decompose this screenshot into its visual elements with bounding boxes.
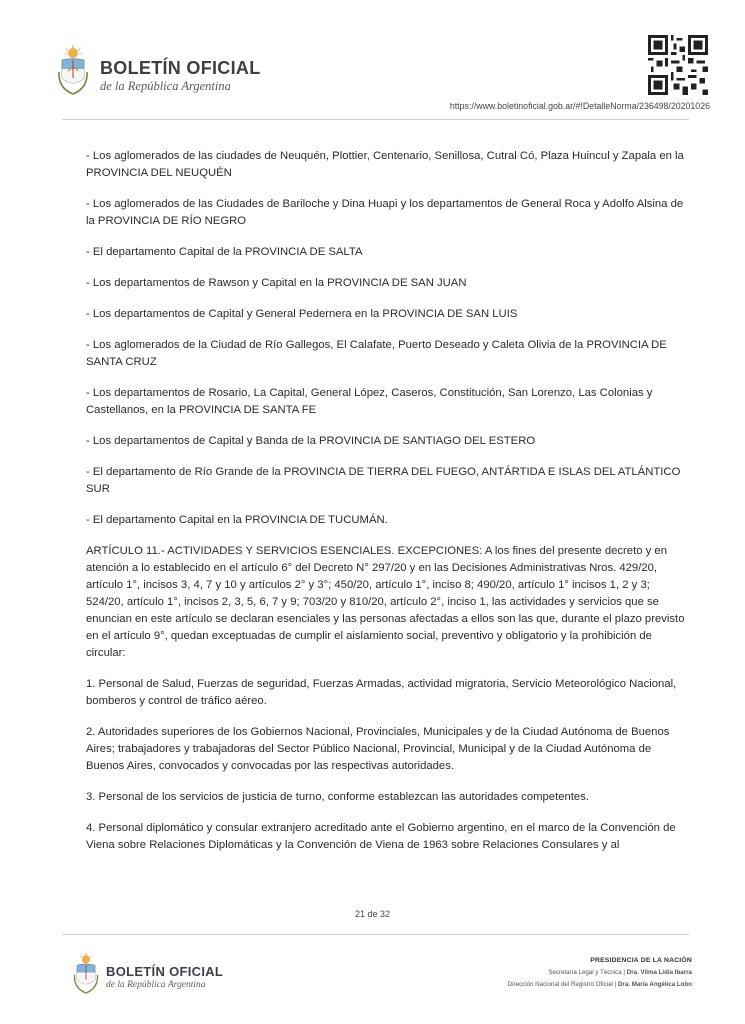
direccion-prefix: Dirección Nacional del Registro Oficial | xyxy=(507,981,618,988)
sun-emblem-icon xyxy=(72,952,100,998)
document-url[interactable]: https://www.boletinoficial.gob.ar/#!DetalleNorma/236498/20201026 xyxy=(449,101,710,111)
list-item: 3. Personal de los servicios de justicia de turno, conforme establezcan las autoridades competentes. xyxy=(86,791,589,803)
footer-divider xyxy=(62,934,689,935)
footer-brand xyxy=(106,964,223,991)
paragraph: - Los aglomerados de las Ciudades de Bariloche y Dina Huapi y los departamentos de General Roca y Adolfo Alsina de la PROVINCIA DE RÍO NEGRO xyxy=(86,198,684,227)
list-item: 4. Personal diplomático y consular extranjero acreditado ante el Gobierno argentino, en el marco de la Convención de Viena sobre Relaciones Diplomáticas y la Convención de Viena de 1963 sobre Relaciones Consulares y al xyxy=(86,822,676,851)
footer-brand-title: BOLETÍN OFICIAL xyxy=(106,964,224,979)
footer-brand-subtitle: de la República Argentina xyxy=(106,980,206,990)
page-header xyxy=(0,0,745,122)
paragraph: - El departamento Capital de la PROVINCIA DE SALTA xyxy=(86,246,363,258)
header-divider xyxy=(62,119,689,120)
qr-code-icon[interactable] xyxy=(648,35,708,95)
brand-subtitle: de la República Argentina xyxy=(100,79,231,93)
secretaria-prefix: Secretaría Legal y Técnica | xyxy=(548,969,627,976)
brand xyxy=(100,58,261,94)
paragraph: - Los aglomerados de las ciudades de Neuquén, Plottier, Centenario, Senillosa, Cutral Có, Plaza Huincul y Zapala en la PROVINCIA DEL NEUQUÉN xyxy=(86,150,684,179)
page-number: 21 de 32 xyxy=(354,909,391,919)
paragraph: - El departamento Capital en la PROVINCIA DE TUCUMÁN. xyxy=(86,514,388,526)
article-paragraph: ARTÍCULO 11.- ACTIVIDADES Y SERVICIOS ESENCIALES. EXCEPCIONES: A los fines del presente decreto y en atención a lo establecido en el artículo 6° del Decreto N° 297/20 y en las Decisiones Administrativas Nros. 429/20, artículo 1°, incisos 3, 4, 7 y 10 y artículos 2° y 3°; 450/20, artículo 1°, inciso 8; 490/20, artículo 1° incisos 1, 2 y 3; 524/20, artículo 1°, incisos 2, 3, 5, 6, 7 y 9; 703/20 y 810/20, artículo 2°, inciso 1, las actividades y servicios que se enuncian en este artículo se declaran esenciales y las personas afectadas a ellos son las que, durante el plazo previsto en el artículo 9°, quedan exceptuadas de cumplir el aislamiento social, preventivo y obligatorio y la prohibición de circular: xyxy=(86,545,685,659)
paragraph: - Los aglomerados de la Ciudad de Río Gallegos, El Calafate, Puerto Deseado y Caleta Olivia de la PROVINCIA DE SANTA CRUZ xyxy=(86,339,667,368)
list-item: 1. Personal de Salud, Fuerzas de seguridad, Fuerzas Armadas, actividad migratoria, Servicio Meteorológico Nacional, bomberos y control de tráfico aéreo. xyxy=(86,678,677,707)
document-body xyxy=(86,148,686,868)
sun-emblem-icon xyxy=(56,44,90,100)
paragraph: - Los departamentos de Capital y General Pedernera en la PROVINCIA DE SAN LUIS xyxy=(86,308,518,320)
direccion-name: Dra. María Angélica Lobo xyxy=(617,981,692,988)
paragraph: - Los departamentos de Capital y Banda de la PROVINCIA DE SANTIAGO DEL ESTERO xyxy=(86,435,536,447)
paragraph: - Los departamentos de Rawson y Capital en la PROVINCIA DE SAN JUAN xyxy=(86,277,467,289)
footer-credits xyxy=(508,955,692,991)
paragraph: - Los departamentos de Rosario, La Capital, General López, Caseros, Constitución, San Lorenzo, Las Colonias y Castellanos, en la PROVINCIA DE SANTA FE xyxy=(86,387,653,416)
paragraph: - El departamento de Río Grande de la PROVINCIA DE TIERRA DEL FUEGO, ANTÁRTIDA E ISLAS DEL ATLÁNTICO SUR xyxy=(86,466,681,495)
list-item: 2. Autoridades superiores de los Gobiernos Nacional, Provinciales, Municipales y de la Ciudad Autónoma de Buenos Aires; trabajadores y trabajadoras del Sector Público Nacional, Provincial, Municipal y de la Ciudad Autónoma de Buenos Aires, convocados y convocadas por las respectivas autoridades. xyxy=(86,726,670,772)
direccion-line xyxy=(508,979,692,991)
secretaria-line xyxy=(508,967,692,979)
brand-title: BOLETÍN OFICIAL xyxy=(100,58,261,78)
secretaria-name: Dra. Vilma Lidia Ibarra xyxy=(626,969,692,976)
presidencia-label: PRESIDENCIA DE LA NACIÓN xyxy=(590,957,692,964)
